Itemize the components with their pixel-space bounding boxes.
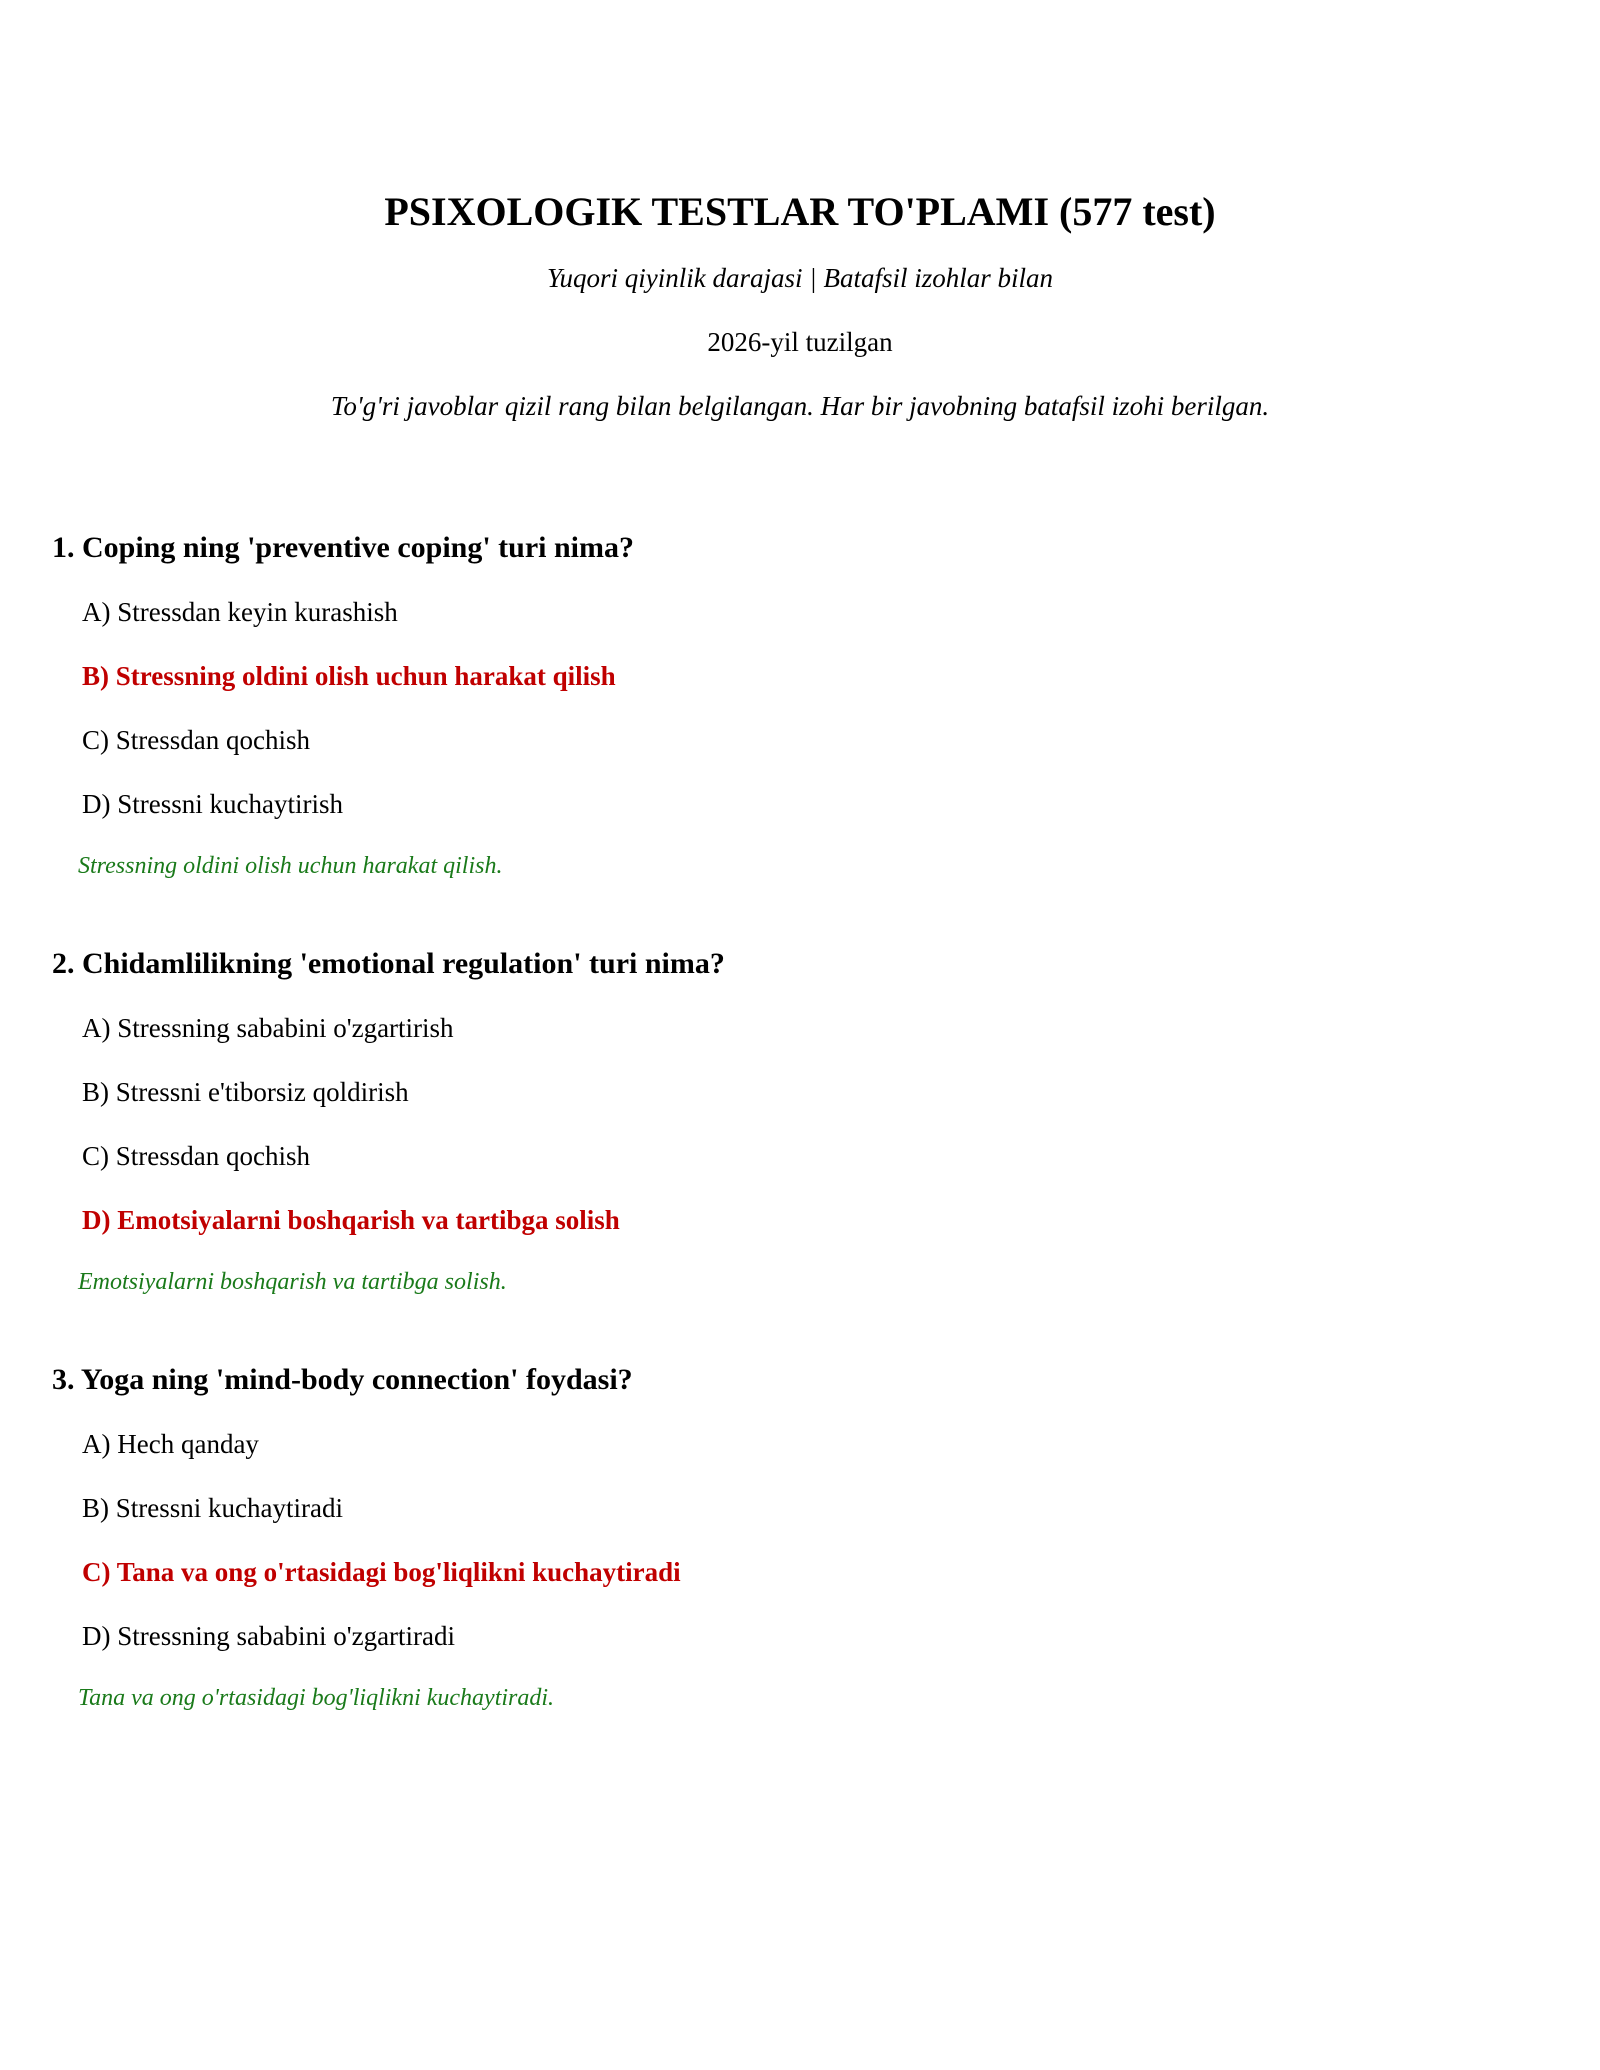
question-2 (52, 944, 1552, 1300)
answer-explanation: Tana va ong o'rtasidagi bog'liqlikni kuchaytiradi. (78, 1685, 555, 1711)
question-list (52, 528, 1552, 1776)
question-text: 1. Coping ning 'preventive coping' turi nima? (52, 531, 635, 564)
answer-explanation: Emotsiyalarni boshqarish va tartibga solish. (78, 1269, 507, 1295)
page-title: PSIXOLOGIK TESTLAR TO'PLAMI (577 test) (384, 189, 1216, 234)
option-c-correct: C) Tana va ong o'rtasidagi bog'liqlikni kuchaytiradi (82, 1557, 681, 1587)
question-text: 3. Yoga ning 'mind-body connection' foydasi? (52, 1363, 633, 1396)
option-d-correct: D) Emotsiyalarni boshqarish va tartibga solish (82, 1205, 620, 1235)
page-subtitle: Yuqori qiyinlik darajasi | Batafsil izohlar bilan (547, 263, 1053, 293)
option-d: D) Stressning sababini o'zgartiradi (82, 1621, 456, 1651)
question-3 (52, 1360, 1552, 1716)
answer-explanation: Stressning oldini olish uchun harakat qilish. (78, 853, 503, 879)
option-c: C) Stressdan qochish (82, 725, 310, 755)
option-b: B) Stressni e'tiborsiz qoldirish (82, 1077, 409, 1107)
legend-note: To'g'ri javoblar qizil rang bilan belgilangan. Har bir javobning batafsil izohi berilgan. (330, 391, 1270, 421)
option-d: D) Stressni kuchaytirish (82, 789, 343, 819)
question-text: 2. Chidamlilikning 'emotional regulation' turi nima? (52, 947, 725, 980)
option-b: B) Stressni kuchaytiradi (82, 1493, 343, 1523)
option-b-correct: B) Stressning oldini olish uchun harakat qilish (82, 661, 616, 691)
option-a: A) Stressdan keyin kurashish (82, 597, 398, 627)
question-1 (52, 528, 1552, 884)
compiled-year: 2026-yil tuzilgan (707, 327, 893, 357)
option-c: C) Stressdan qochish (82, 1141, 310, 1171)
option-a: A) Hech qanday (82, 1429, 259, 1459)
option-a: A) Stressning sababini o'zgartirish (82, 1013, 454, 1043)
document-header (0, 186, 1600, 426)
